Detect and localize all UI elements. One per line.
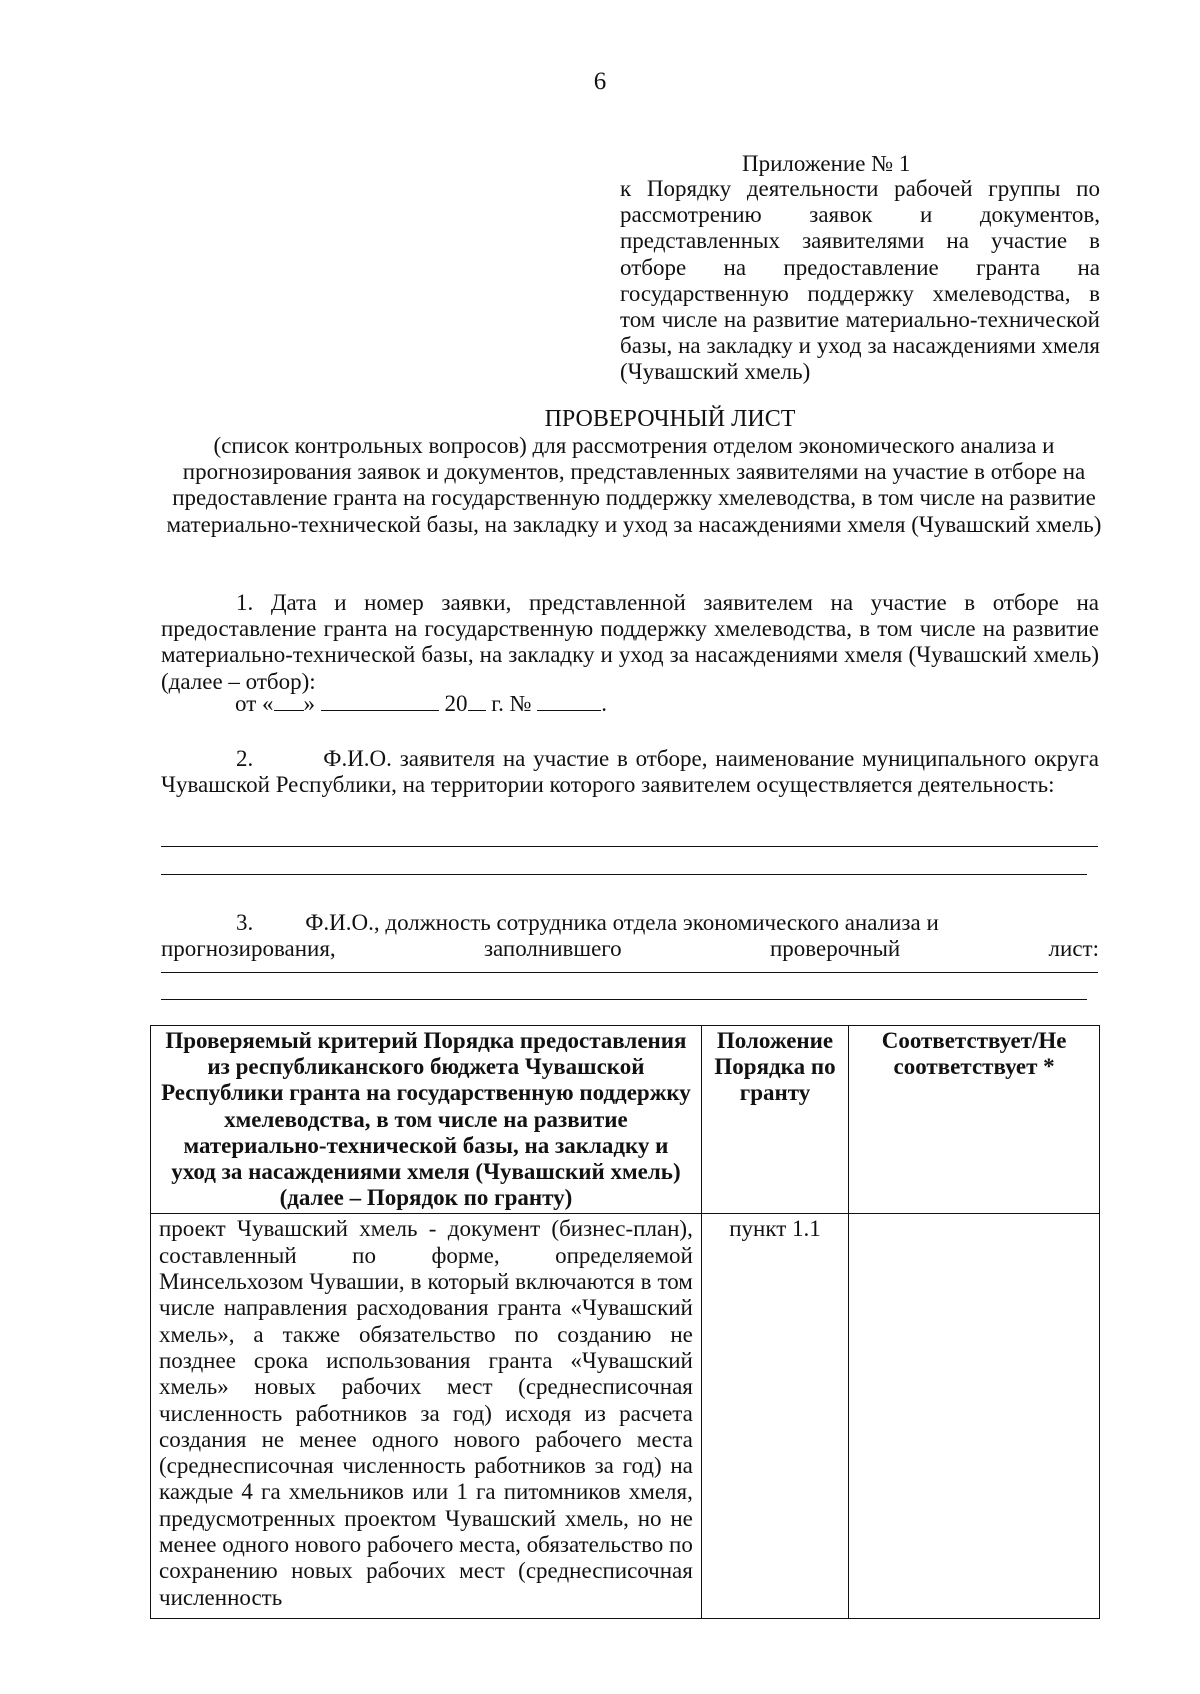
date-from-label: от « [235, 691, 274, 716]
item-3-line-1 [161, 910, 1099, 936]
year-blank[interactable] [468, 690, 486, 711]
number-blank[interactable] [537, 690, 601, 711]
header-compliance: Соответствует/Не соответствует * [849, 1026, 1100, 1214]
table-row [151, 1214, 1100, 1619]
item-2-text: Ф.И.О. заявителя на участие в отборе, наименование муниципального округа Чувашской Республики, на территории которого заявителем осуществляется деятельность: [161, 746, 1100, 798]
year-prefix: 20 [444, 691, 468, 716]
appendix-reference: к Порядку деятельности рабочей группы по рассмотрению заявок и документов, представленных заявителями на участие в отборе на предоставление гранта на государственную поддержку хмелеводства, в том числе на развитие материально-технической базы, на закладку и уход за насаждениями хмеля (Чувашский хмель) [620, 176, 1100, 385]
item-3-word-2: заполнившего [483, 936, 622, 962]
item-3-text: Ф.И.О., должность сотрудника отдела экономического анализа и [305, 910, 939, 935]
compliance-cell[interactable] [849, 1214, 1100, 1619]
table-header-row [151, 1026, 1100, 1214]
header-criterion: Проверяемый критерий Порядка предоставления из республиканского бюджета Чувашской Республики гранта на государственную поддержку хмелеводства, в том числе на развитие материально-технической базы, на закладку и уход за насаждениями хмеля (Чувашский хмель) (далее – Порядок по гранту) [151, 1026, 702, 1214]
item-3-employee [161, 910, 1099, 962]
document-title: ПРОВЕРОЧНЫЙ ЛИСТ [544, 406, 796, 432]
date-end: . [601, 691, 608, 716]
item-2-applicant [161, 746, 1099, 798]
month-blank[interactable] [321, 690, 439, 711]
header-clause: Положение Порядка по гранту [701, 1026, 848, 1214]
day-blank[interactable] [274, 690, 304, 711]
checklist-table [150, 1025, 1100, 1619]
item-1-application-date: 1. Дата и номер заявки, представленной заявителем на участие в отборе на предоставление гранта на государственную поддержку хмелеводства, в том числе на развитие материально-технической базы, на закладку и уход за насаждениями хмеля (Чувашский хмель) (далее – отбор): [161, 590, 1099, 694]
employee-fill-line-2[interactable] [161, 999, 1087, 1000]
criterion-cell: проект Чувашский хмель - документ (бизнес-план), составленный по форме, определяемой Минсельхозом Чувашии, в который включаются в том числе направления расходования гранта «Чувашский хмель», а также обязательство по созданию не позднее срока использования гранта «Чувашский хмель» новых рабочих мест (среднесписочная численность работников за год) исходя из расчета создания не менее одного нового рабочего места (среднесписочная численность работников за год) на каждые 4 га хмельников или 1 га питомников хмеля, предусмотренных проектом Чувашский хмель, но не менее одного нового рабочего места, обязательство по сохранению новых рабочих мест (среднесписочная численность [151, 1214, 702, 1619]
applicant-fill-line-1[interactable] [161, 846, 1098, 847]
item-3-word-4: лист: [1048, 936, 1099, 962]
item-3-word-1: прогнозирования, [161, 936, 336, 962]
item-3-number: 3. [236, 910, 254, 935]
document-subtitle: (список контрольных вопросов) для рассмотрения отделом экономического анализа и прогнозирования заявок и документов, представленных заявителями на участие в отборе на предоставление гранта на государственную поддержку хмелеводства, в том числе на развитие материально-технической базы, на закладку и уход за насаждениями хмеля (Чувашский хмель) [166, 433, 1102, 537]
item-3-word-3: проверочный [769, 936, 901, 962]
appendix-title: Приложение № 1 [742, 151, 911, 176]
item-2-number: 2. [236, 746, 254, 771]
clause-cell: пункт 1.1 [701, 1214, 848, 1619]
number-label: г. № [491, 691, 532, 716]
item-3-line-2 [161, 936, 1099, 962]
employee-fill-line-1[interactable] [161, 972, 1098, 973]
date-quote: » [303, 691, 315, 716]
applicant-fill-line-2[interactable] [161, 874, 1087, 875]
page-number: 6 [593, 68, 607, 95]
date-number-line [235, 690, 607, 717]
